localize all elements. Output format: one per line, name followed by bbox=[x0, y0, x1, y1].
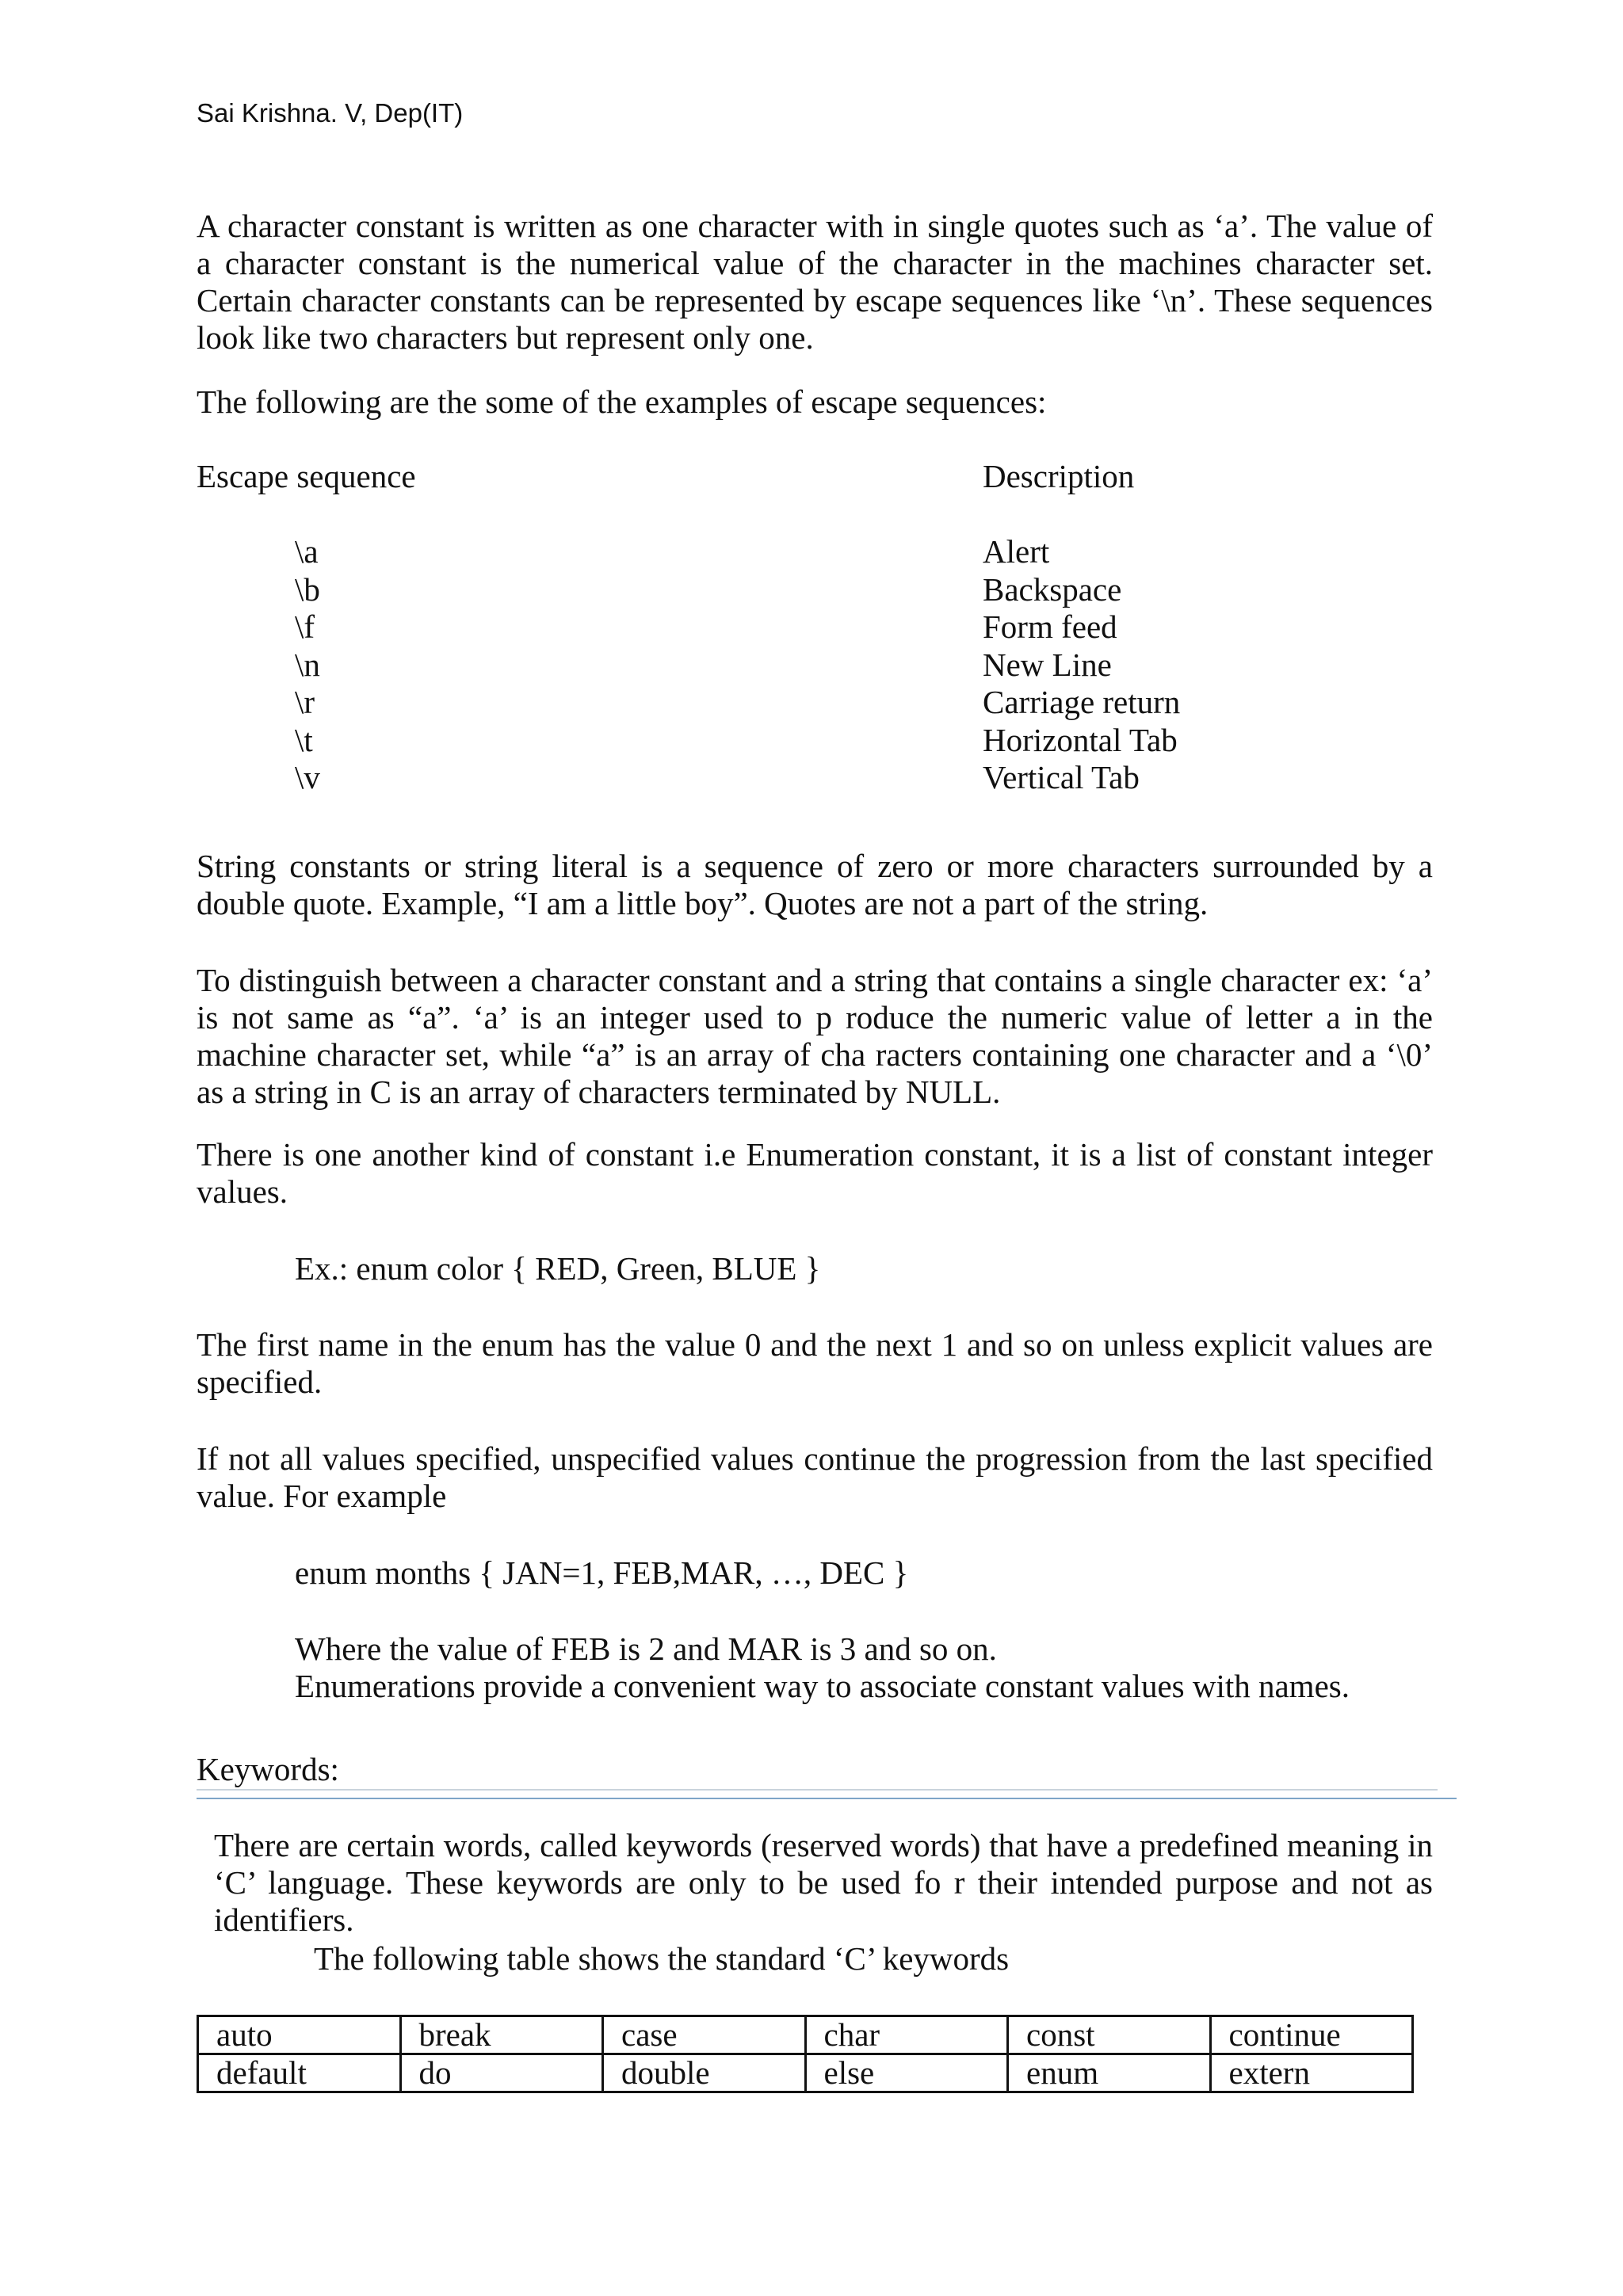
enum-note-convenient: Enumerations provide a convenient way to associate constant values with names. bbox=[295, 1668, 1350, 1704]
paragraph-distinguish: To distinguish between a character constant and a string that contains a single character ex: ‘a’ is not same as “a”. ‘a’ is an integer used to p roduce the numeric value of letter a in the machine character set, while “a” is an array of cha racters containing one character and a ‘\0’ as a string in C is an array of characters terminated by NULL. bbox=[197, 962, 1433, 1110]
escape-table-header-description: Description bbox=[983, 458, 1135, 494]
escape-code: \r bbox=[295, 684, 315, 720]
table-row bbox=[198, 2016, 1413, 2054]
enum-example-months: enum months { JAN=1, FEB,MAR, …, DEC } bbox=[295, 1554, 909, 1591]
keyword-cell: auto bbox=[198, 2016, 401, 2054]
escape-description: Alert bbox=[983, 533, 1050, 570]
keywords-heading: Keywords: bbox=[197, 1751, 339, 1787]
paragraph-enum-unspecified: If not all values specified, unspecified values continue the progression from the last specified value. For example bbox=[197, 1440, 1433, 1514]
paragraph-enum-intro: There is one another kind of constant i.e Enumeration constant, it is a list of constant integer values. bbox=[197, 1136, 1433, 1210]
page-header-author: Sai Krishna. V, Dep(IT) bbox=[197, 98, 464, 128]
keyword-cell: else bbox=[805, 2054, 1008, 2092]
paragraph-escape-intro: The following are the some of the examples of escape sequences: bbox=[197, 383, 1047, 420]
paragraph-string-constants: String constants or string literal is a sequence of zero or more characters surrounded by a double quote. Example, “I am a little boy”. Quotes are not a part of the string. bbox=[197, 848, 1433, 921]
keyword-cell: default bbox=[198, 2054, 401, 2092]
keywords-table-intro: The following table shows the standard ‘C’ keywords bbox=[314, 1940, 1010, 1977]
escape-description: Form feed bbox=[983, 608, 1117, 645]
paragraph-character-constant: A character constant is written as one character with in single quotes such as ‘a’. The value of a character constant is the numerical value of the character in the machines character set. Certain character constants can be represented by escape sequences like ‘\n’. These sequences look like two characters but represent only one. bbox=[197, 208, 1433, 356]
keyword-cell: break bbox=[400, 2016, 603, 2054]
escape-description: New Line bbox=[983, 646, 1112, 683]
escape-description: Backspace bbox=[983, 570, 1122, 608]
paragraph-keywords: There are certain words, called keywords (reserved words) that have a predefined meaning in ‘C’ language. These keywords are only to be used fo r their intended purpose and not as identifiers. bbox=[214, 1827, 1433, 1938]
escape-descriptions-column bbox=[983, 533, 1180, 797]
escape-description: Carriage return bbox=[983, 684, 1181, 720]
keyword-cell: enum bbox=[1008, 2054, 1211, 2092]
escape-codes-column bbox=[295, 533, 320, 797]
keyword-cell: case bbox=[603, 2016, 806, 2054]
escape-description: Horizontal Tab bbox=[983, 721, 1178, 758]
keyword-cell: do bbox=[400, 2054, 603, 2092]
escape-description: Vertical Tab bbox=[983, 759, 1140, 795]
keyword-cell: continue bbox=[1210, 2016, 1413, 2054]
keyword-cell: extern bbox=[1210, 2054, 1413, 2092]
keyword-cell: const bbox=[1008, 2016, 1211, 2054]
escape-code: \b bbox=[295, 570, 320, 608]
table-row bbox=[198, 2054, 1413, 2092]
heading-rule bbox=[197, 1789, 1438, 1791]
escape-table-header-sequence: Escape sequence bbox=[197, 458, 416, 494]
escape-code: \n bbox=[295, 646, 320, 683]
keyword-cell: char bbox=[805, 2016, 1008, 2054]
keyword-cell: double bbox=[603, 2054, 806, 2092]
enum-example-color: Ex.: enum color { RED, Green, BLUE } bbox=[295, 1250, 821, 1287]
escape-code: \v bbox=[295, 759, 320, 795]
heading-rule-accent bbox=[197, 1798, 1457, 1799]
escape-code: \a bbox=[295, 533, 319, 570]
keywords-table bbox=[197, 2015, 1414, 2093]
paragraph-enum-first: The first name in the enum has the value 0 and the next 1 and so on unless explicit values are specified. bbox=[197, 1326, 1433, 1400]
escape-code: \t bbox=[295, 721, 313, 758]
escape-code: \f bbox=[295, 608, 315, 645]
enum-note-feb: Where the value of FEB is 2 and MAR is 3 and so on. bbox=[295, 1630, 997, 1667]
